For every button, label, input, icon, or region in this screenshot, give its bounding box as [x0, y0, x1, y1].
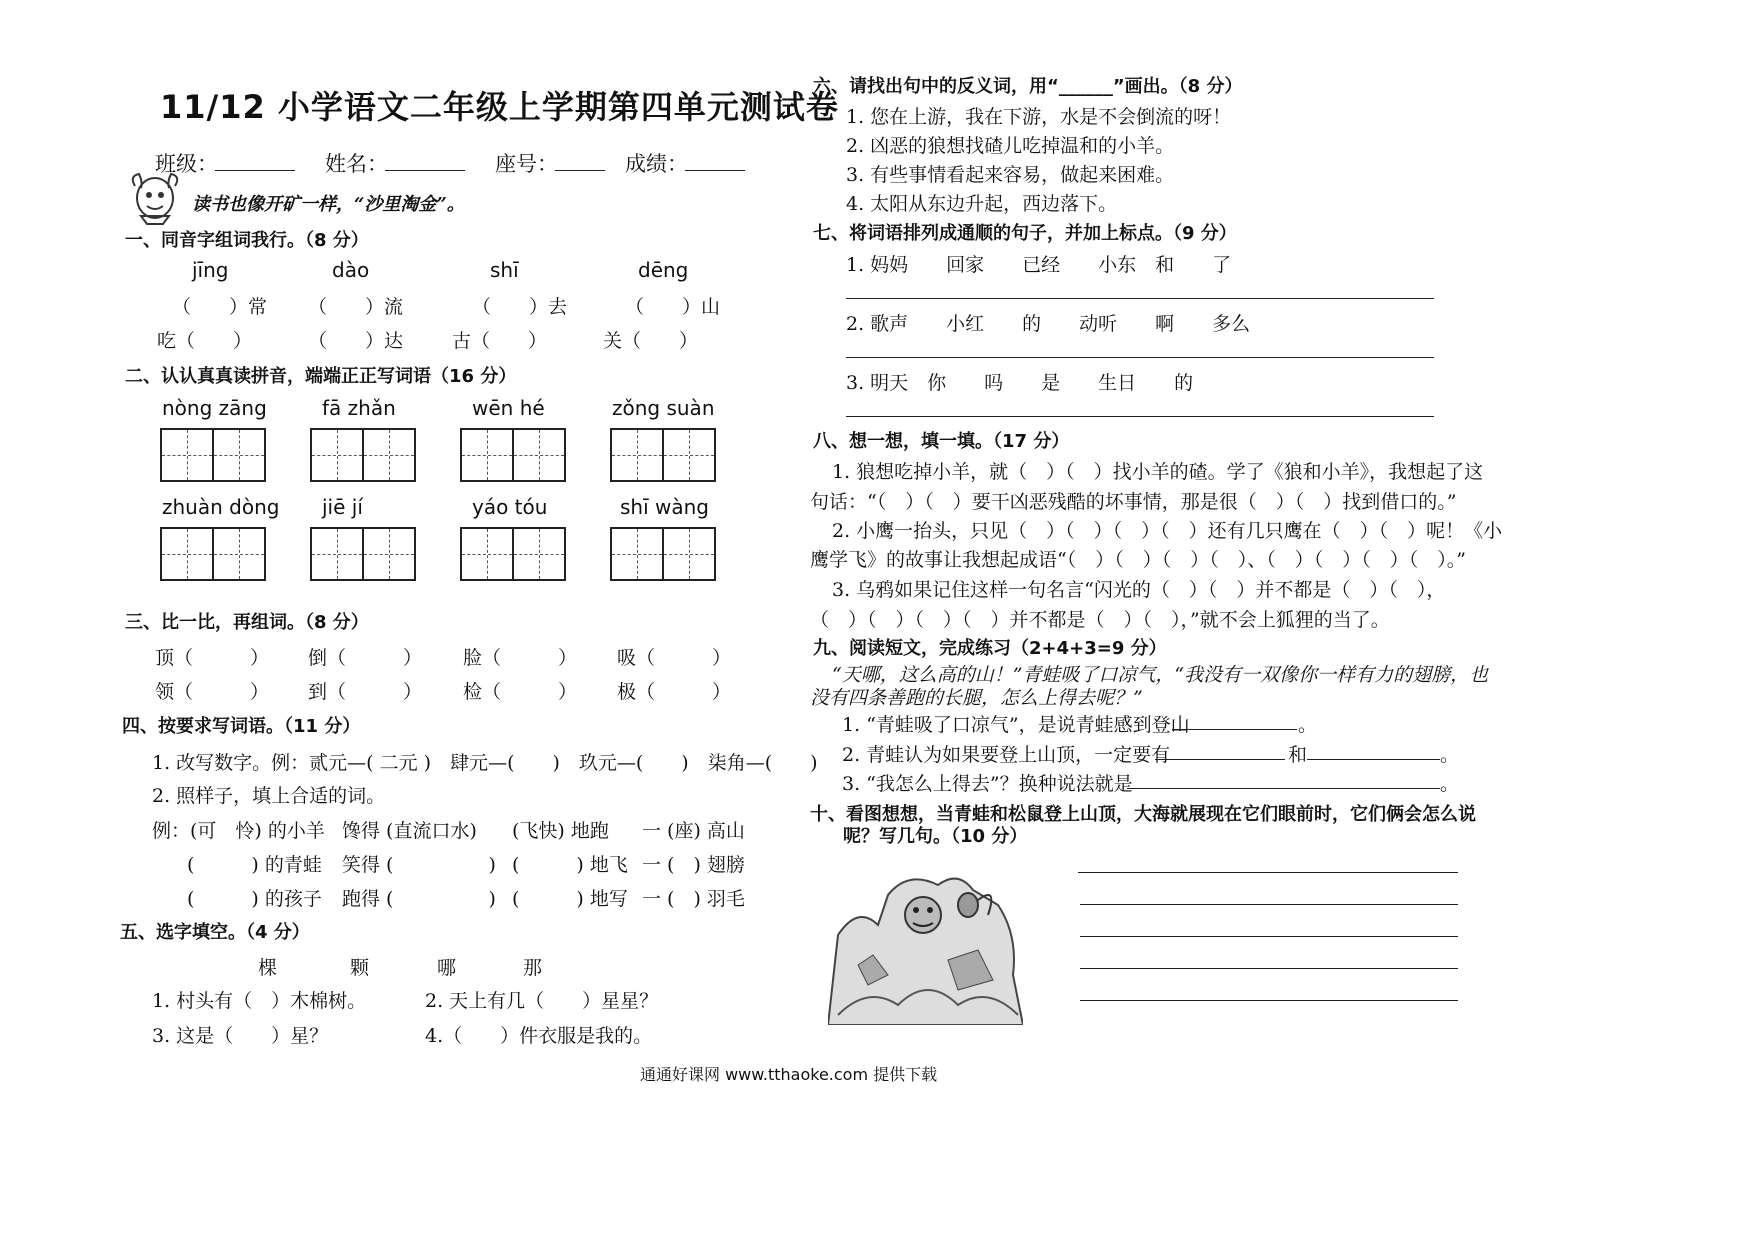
pinyin-label: dēng: [638, 258, 689, 282]
blank-item[interactable]: 吸（ ）: [617, 647, 732, 669]
example-item: 一 (座) 高山: [642, 820, 745, 842]
name-label: 姓名：: [325, 152, 388, 176]
page-title: 11/12 小学语文二年级上学期第四单元测试卷: [160, 88, 839, 126]
passage-line: “天哪，这么高的山！”青蛙吸了口凉气，“我没有一双像你一样有力的翅膀，也: [813, 664, 1489, 686]
answer-line[interactable]: [1155, 759, 1285, 760]
writing-grid[interactable]: [310, 527, 364, 581]
writing-grid[interactable]: [160, 428, 214, 482]
pinyin-label: nòng zāng: [162, 396, 267, 420]
cartoon-sheep-icon: [125, 168, 185, 226]
class-label: 班级：: [155, 152, 218, 176]
writing-grid[interactable]: [460, 527, 514, 581]
question-text: 和: [1288, 744, 1308, 766]
s8-line: 3. 乌鸦如果记住这样一句名言“闪光的（ ）（ ）并不都是（ ）（ ），: [813, 579, 1446, 601]
answer-line[interactable]: [846, 416, 1434, 417]
writing-grid[interactable]: [610, 527, 664, 581]
blank-item[interactable]: 吃（ ）: [157, 330, 253, 352]
section-10-heading-cont: 呢？写几句。（10 分）: [843, 826, 1028, 847]
passage-line: 没有四条善跑的长腿，怎么上得去呢？”: [810, 687, 1143, 709]
pinyin-label: fā zhǎn: [322, 396, 396, 420]
blank-item[interactable]: 检（ ）: [463, 681, 578, 703]
section-4-heading: 四、按要求写词语。（11 分）: [122, 716, 361, 737]
seat-field[interactable]: [555, 170, 605, 171]
answer-line[interactable]: [1307, 759, 1440, 760]
writing-grid[interactable]: [160, 527, 214, 581]
answer-line[interactable]: [846, 298, 1434, 299]
writing-grid[interactable]: [460, 428, 514, 482]
s6-item: 1. 您在上游，我在下游，水是不会倒流的呀！: [846, 106, 1232, 128]
writing-grid[interactable]: [212, 428, 266, 482]
char-choice: 哪: [437, 957, 457, 979]
blank-item[interactable]: ( ) 地写: [512, 888, 628, 910]
s6-item: 4. 太阳从东边升起，西边落下。: [846, 193, 1118, 215]
frog-squirrel-illustration: [828, 865, 1023, 1025]
blank-item[interactable]: （ ）常: [172, 296, 268, 318]
char-choice: 棵: [258, 957, 278, 979]
section-8-heading: 八、想一想，填一填。（17 分）: [813, 431, 1070, 452]
pinyin-label: shī: [490, 258, 519, 282]
period: 。: [1298, 714, 1318, 736]
blank-item[interactable]: （ ）山: [625, 296, 721, 318]
blank-item[interactable]: 古（ ）: [452, 330, 548, 352]
section-1-heading: 一、同音字组词我行。（8 分）: [125, 230, 369, 251]
s5-question-2[interactable]: 2. 天上有几（ ）星星？: [425, 990, 659, 1012]
s5-question-3[interactable]: 3. 这是（ ）星？: [152, 1025, 329, 1047]
question-text: 3. “我怎么上得去”？换种说法就是: [842, 773, 1133, 795]
answer-line[interactable]: [1127, 788, 1440, 789]
blank-item[interactable]: ( ) 的青蛙: [187, 854, 322, 876]
answer-line[interactable]: [846, 357, 1434, 358]
name-field[interactable]: [385, 170, 465, 171]
blank-item[interactable]: （ ）达: [308, 330, 404, 352]
answer-line[interactable]: [1080, 904, 1458, 905]
blank-item[interactable]: （ ）去: [472, 296, 568, 318]
pinyin-label: yáo tóu: [472, 495, 548, 519]
blank-item[interactable]: （ ）流: [308, 296, 404, 318]
blank-item[interactable]: ( ) 地飞: [512, 854, 628, 876]
blank-item[interactable]: 一 ( ) 羽毛: [642, 888, 745, 910]
s7-item: 2. 歌声 小红 的 动听 啊 多么: [846, 313, 1251, 335]
footer-credit: 通通好课网 www.tthaoke.com 提供下载: [640, 1065, 938, 1084]
section-10-heading: 十、看图想想，当青蛙和松鼠登上山顶，大海就展现在它们眼前时，它们俩会怎么说: [810, 804, 1476, 825]
s6-item: 2. 凶恶的狼想找碴儿吃掉温和的小羊。: [846, 135, 1175, 157]
s5-question-1[interactable]: 1. 村头有（ ）木棉树。: [152, 990, 367, 1012]
section-3-heading: 三、比一比，再组词。（8 分）: [125, 612, 369, 633]
answer-line[interactable]: [1172, 729, 1297, 730]
blank-item[interactable]: 一 ( ) 翅膀: [642, 854, 745, 876]
question-text: 1. “青蛙吸了口凉气”，是说青蛙感到登山: [842, 714, 1190, 736]
period: 。: [1440, 744, 1460, 766]
blank-item[interactable]: 极（ ）: [617, 681, 732, 703]
s8-line: 句话：“（ ）（ ）要干凶恶残酷的坏事情，那是很（ ）（ ）找到借口的。”: [810, 491, 1457, 513]
section-9-heading: 九、阅读短文，完成练习（2+4+3=9 分）: [813, 638, 1167, 659]
score-label: 成绩：: [625, 152, 688, 176]
writing-grid[interactable]: [362, 527, 416, 581]
class-field[interactable]: [215, 170, 295, 171]
writing-grid[interactable]: [662, 527, 716, 581]
blank-item[interactable]: 到（ ）: [308, 681, 423, 703]
answer-line[interactable]: [1080, 968, 1458, 969]
char-choice: 那: [523, 957, 543, 979]
section-5-heading: 五、选字填空。（4 分）: [120, 922, 310, 943]
writing-grid[interactable]: [512, 527, 566, 581]
s8-line: （ ）（ ）（ ）（ ）并不都是（ ）（ ），”就不会上狐狸的当了。: [810, 609, 1390, 631]
section-6-heading: 六、请找出句中的反义词，用“______”画出。（8 分）: [813, 76, 1243, 97]
char-choice: 颗: [350, 957, 370, 979]
s8-line: 鹰学飞》的故事让我想起成语“（ ）（ ）（ ）（ ）、（ ）（ ）（ ）（ ）。”: [810, 549, 1466, 571]
s8-line: 1. 狼想吃掉小羊，就（ ）（ ）找小羊的碴。学了《狼和小羊》，我想起了这: [813, 461, 1484, 483]
blank-item[interactable]: 笑得 ( ): [342, 854, 496, 876]
blank-item[interactable]: 脸（ ）: [463, 647, 578, 669]
s5-question-4[interactable]: 4.（ ）件衣服是我的。: [425, 1025, 653, 1047]
writing-grid[interactable]: [362, 428, 416, 482]
blank-item[interactable]: 顶（ ）: [155, 647, 270, 669]
section-7-heading: 七、将词语排列成通顺的句子，并加上标点。（9 分）: [813, 223, 1237, 244]
answer-line[interactable]: [1080, 936, 1458, 937]
example-item: 例：(可 怜) 的小羊: [152, 820, 325, 842]
example-item: (飞快) 地跑: [512, 820, 609, 842]
writing-grid[interactable]: [662, 428, 716, 482]
s8-line: 2. 小鹰一抬头，只见（ ）（ ）（ ）（ ）还有几只鹰在（ ）（ ）呢！《小: [813, 520, 1503, 542]
answer-line[interactable]: [1078, 872, 1458, 873]
pinyin-label: jiē jí: [322, 495, 363, 519]
writing-grid[interactable]: [310, 428, 364, 482]
pinyin-label: zhuàn dòng: [162, 495, 280, 519]
seat-label: 座号：: [495, 152, 558, 176]
example-item: 馋得 (直流口水): [342, 820, 477, 842]
blank-item[interactable]: 倒（ ）: [308, 647, 423, 669]
pinyin-label: zǒng suàn: [612, 396, 715, 420]
score-field[interactable]: [685, 170, 745, 171]
s7-item: 3. 明天 你 吗 是 生日 的: [846, 372, 1194, 394]
pinyin-label: shī wàng: [620, 495, 709, 519]
blank-item[interactable]: 领（ ）: [155, 681, 270, 703]
blank-item[interactable]: 关（ ）: [603, 330, 699, 352]
s7-item: 1. 妈妈 回家 已经 小东 和 了: [846, 254, 1232, 276]
section-2-heading: 二、认认真真读拼音，端端正正写词语（16 分）: [125, 366, 517, 387]
s6-item: 3. 有些事情看起来容易，做起来困难。: [846, 164, 1175, 186]
writing-grid[interactable]: [212, 527, 266, 581]
pinyin-label: wēn hé: [472, 396, 545, 420]
pinyin-label: dào: [332, 258, 370, 282]
motto: 读书也像开矿一样，“沙里淘金”。: [192, 194, 465, 215]
blank-item[interactable]: ( ) 的孩子: [187, 888, 322, 910]
s4-question-2: 2. 照样子，填上合适的词。: [152, 785, 386, 807]
writing-grid[interactable]: [610, 428, 664, 482]
writing-grid[interactable]: [512, 428, 566, 482]
question-text: 2. 青蛙认为如果要登上山顶，一定要有: [842, 744, 1171, 766]
answer-line[interactable]: [1080, 1000, 1458, 1001]
s4-question-1: 1. 改写数字。例：贰元—( 二元 ) 肆元—( ) 玖元—( ) 柒角—( ): [152, 752, 818, 774]
period: 。: [1440, 773, 1460, 795]
pinyin-label: jīng: [192, 258, 229, 282]
blank-item[interactable]: 跑得 ( ): [342, 888, 496, 910]
